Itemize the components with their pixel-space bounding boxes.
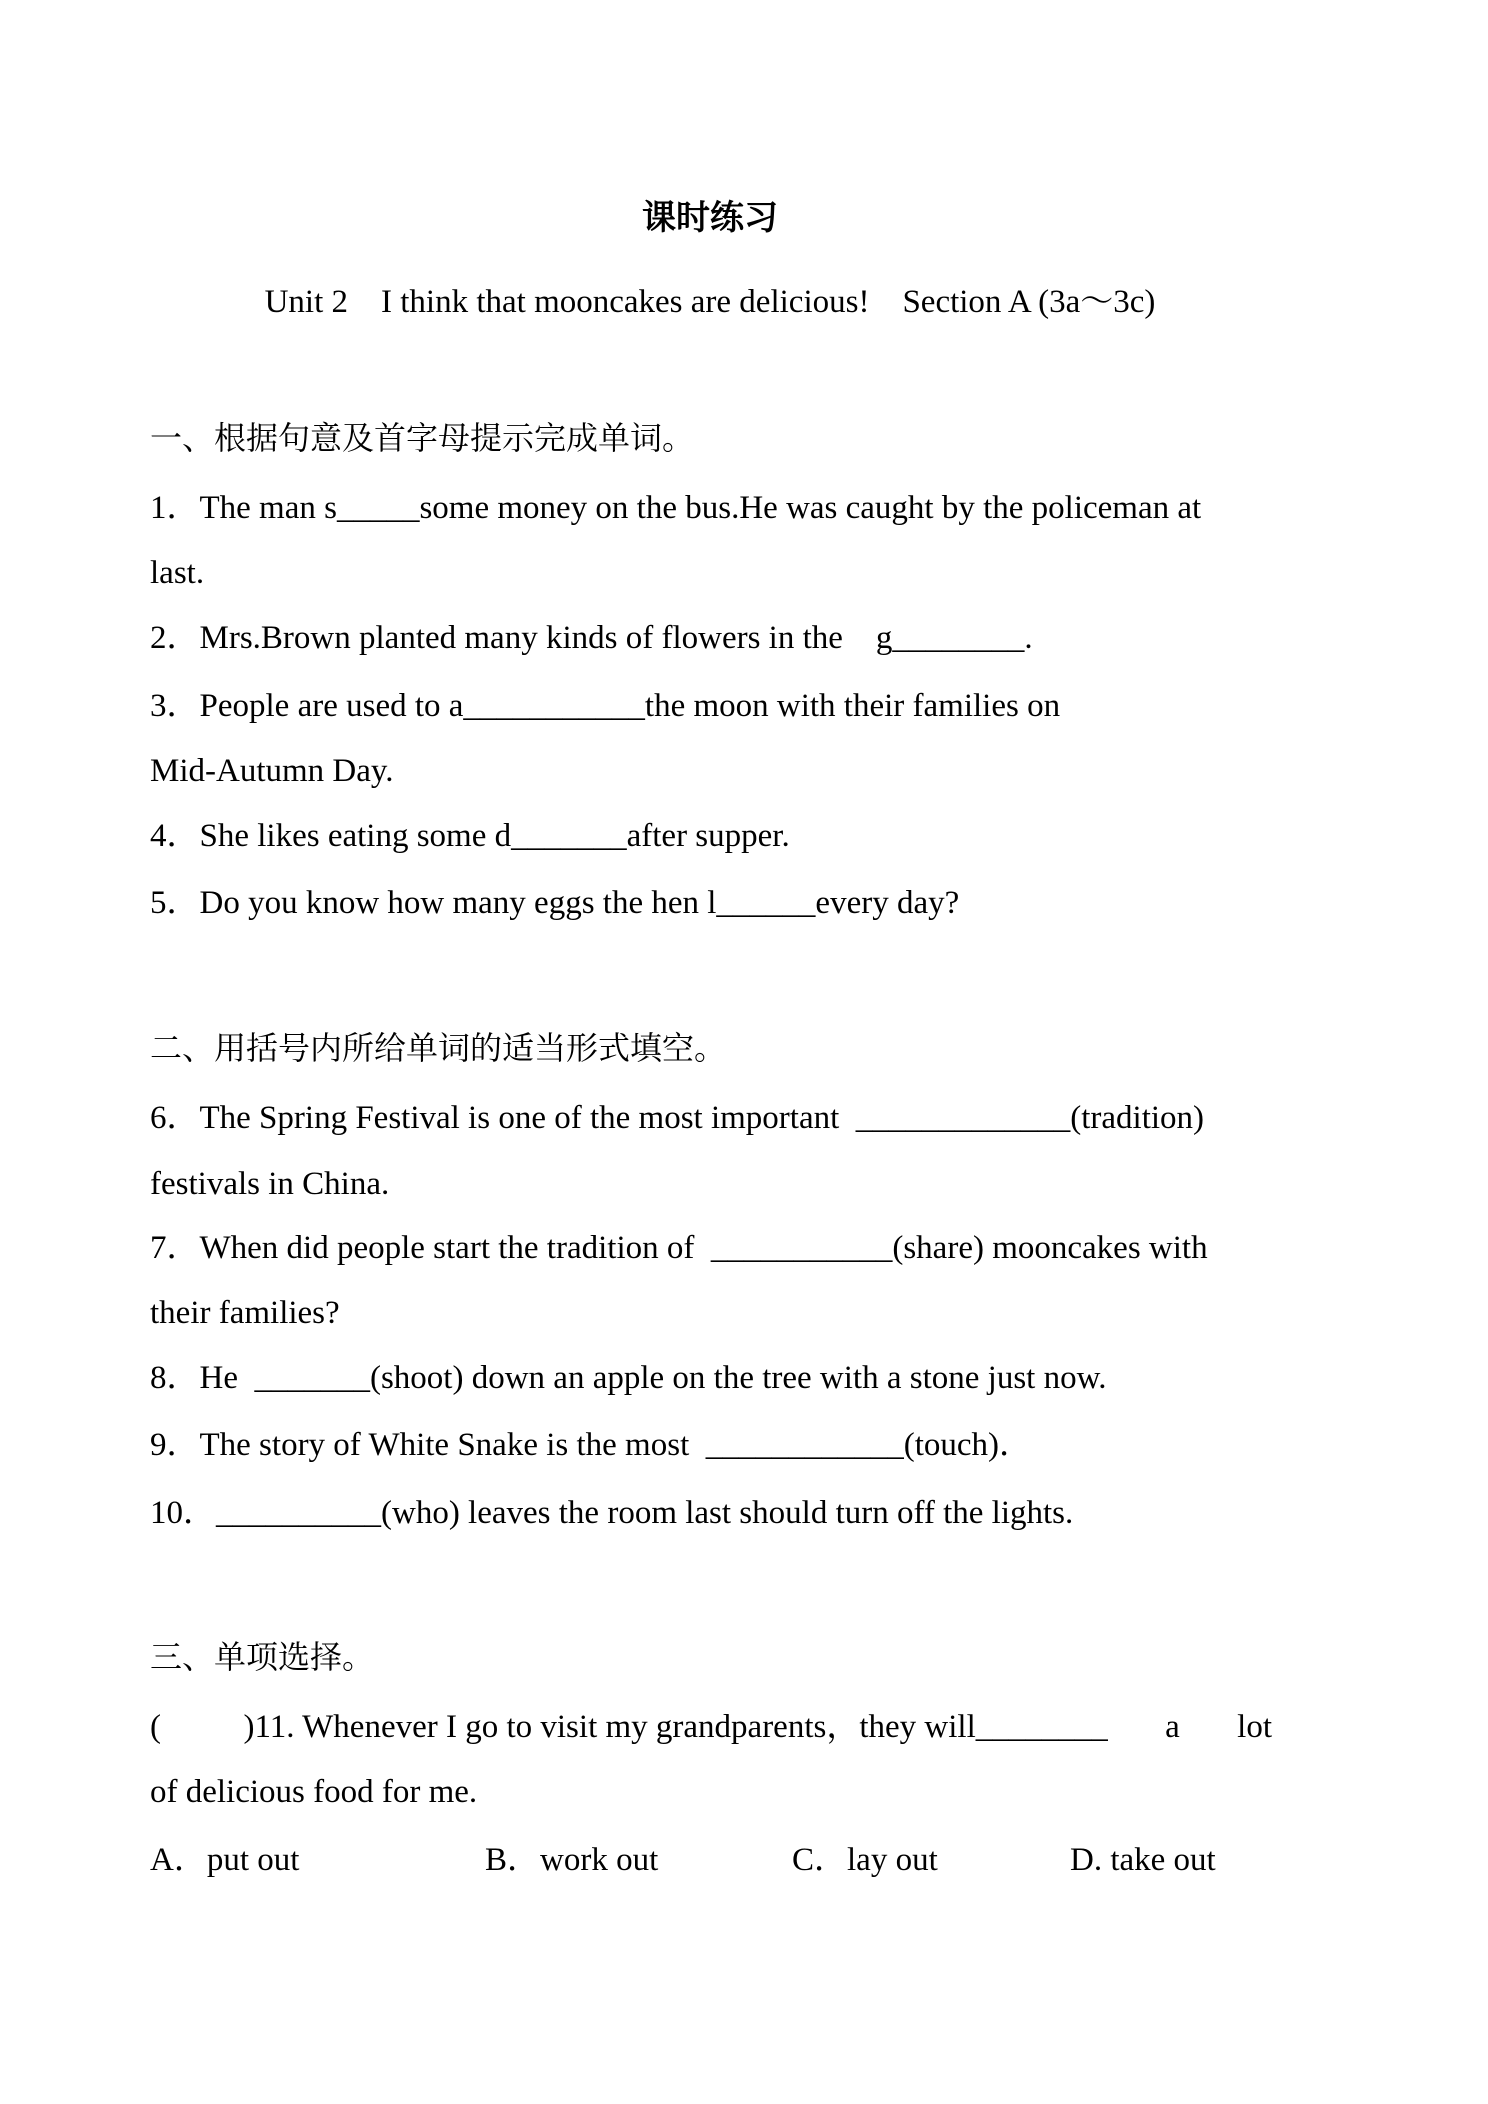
- unit-subtitle: Unit 2 I think that mooncakes are delicious! Section A (3a～3c): [264, 284, 1156, 320]
- section1-heading: 一、根据句意及首字母提示完成单词。: [150, 419, 695, 457]
- question-5: 5．Do you know how many eggs the hen l______every day?: [150, 885, 960, 921]
- question-3-line-1: 3．People are used to a___________the moon with their families on: [150, 688, 1061, 724]
- question-4: 4．She likes eating some d_______after supper.: [150, 818, 790, 854]
- question-11-word-lot: lot: [1237, 1709, 1272, 1745]
- section2-heading: 二、用括号内所给单词的适当形式填空。: [150, 1029, 727, 1067]
- option-b: B．work out: [485, 1842, 659, 1878]
- question-1-line-1: 1．The man s_____some money on the bus.He was caught by the policeman at: [150, 490, 1202, 526]
- question-10: 10．__________(who) leaves the room last should turn off the lights.: [150, 1495, 1074, 1531]
- question-11-line-2: of delicious food for me.: [150, 1774, 478, 1810]
- question-6-line-2: festivals in China.: [150, 1166, 390, 1202]
- question-11-stem: ( )11. Whenever I go to visit my grandparents，they will________: [150, 1709, 1108, 1745]
- option-a: A．put out: [150, 1842, 300, 1878]
- page-title: 课时练习: [642, 200, 778, 237]
- question-7-line-1: 7．When did people start the tradition of ___________(share) mooncakes with: [150, 1230, 1208, 1266]
- question-1-line-2: last.: [150, 555, 205, 591]
- option-d: D. take out: [1070, 1842, 1216, 1878]
- option-c: C．lay out: [792, 1842, 938, 1878]
- question-9: 9．The story of White Snake is the most ____________(touch)．: [150, 1427, 1033, 1463]
- question-6-line-1: 6．The Spring Festival is one of the most important _____________(tradition): [150, 1100, 1205, 1136]
- question-8: 8．He _______(shoot) down an apple on the tree with a stone just now.: [150, 1360, 1107, 1396]
- question-2: 2．Mrs.Brown planted many kinds of flowers in the g________.: [150, 620, 1033, 656]
- question-7-line-2: their families?: [150, 1295, 340, 1331]
- section3-heading: 三、单项选择。: [150, 1638, 375, 1676]
- question-3-line-2: Mid-Autumn Day.: [150, 753, 394, 789]
- question-11-line-1: [150, 1707, 1272, 1747]
- question-11-word-a: a: [1165, 1709, 1180, 1745]
